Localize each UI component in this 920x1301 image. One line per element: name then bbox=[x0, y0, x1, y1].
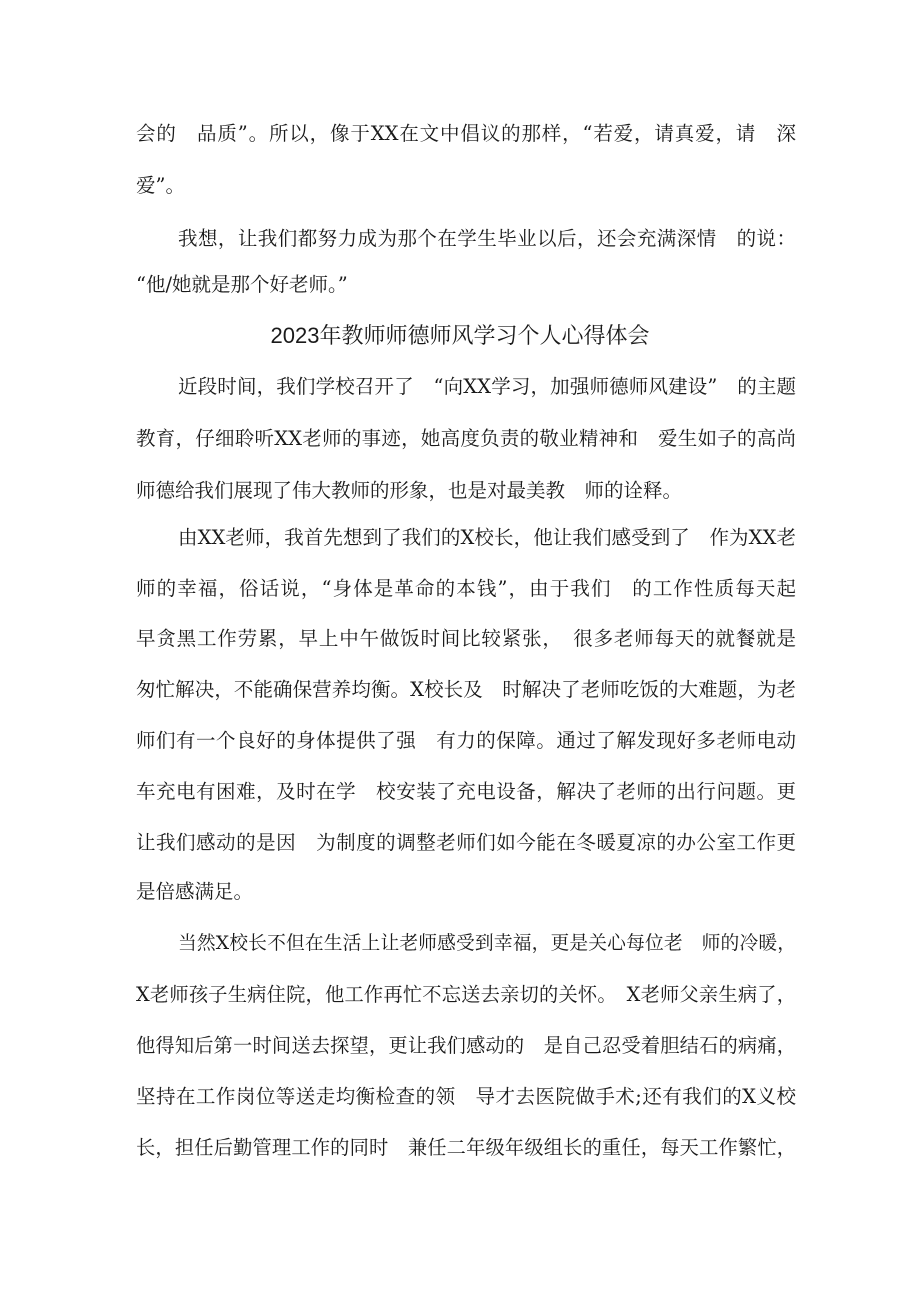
body-2-line-2: 师的幸福，俗话说，“身体是革命的本钱”，由于我们 的工作性质每天起 bbox=[136, 577, 796, 600]
paragraph-2-line-2: “他/她就是那个好老师。” bbox=[136, 273, 348, 296]
body-3-line-2: X老师孩子生病住院，他工作再忙不忘送去亲切的关怀。 X老师父亲生病了， bbox=[136, 983, 796, 1006]
body-2-line-3: 早贪黑工作劳累，早上中午做饭时间比较紧张， 很多老师每天的就餐就是 bbox=[136, 627, 796, 650]
paragraph-1-line-2: 爱”。 bbox=[136, 174, 185, 197]
paragraph-2-line-1: 我想，让我们都努力成为那个在学生毕业以后，还会充满深情 的说： bbox=[178, 227, 796, 250]
body-1-line-3: 师德给我们展现了伟大教师的形象，也是对最美教 师的诠释。 bbox=[136, 479, 683, 502]
paragraph-1-line-1: 会的 品质”。所以，像于XX在文中倡议的那样，“若爱，请真爱，请 深 bbox=[136, 122, 796, 145]
body-2-line-6: 车充电有困难，及时在学 校安装了充电设备，解决了老师的出行问题。更 bbox=[136, 780, 796, 803]
document-title: 2023年教师师德师风学习个人心得体会 bbox=[270, 323, 650, 348]
body-3-line-1: 当然X校长不但在生活上让老师感受到幸福，更是关心每位老 师的冷暖， bbox=[178, 933, 796, 954]
body-2-line-7: 让我们感动的是因 为制度的调整老师们如今能在冬暖夏凉的办公室工作更 bbox=[136, 831, 796, 854]
body-2-line-5: 师们有一个良好的身体提供了强 有力的保障。通过了解发现好多老师电动 bbox=[136, 729, 796, 752]
body-2-line-1: 由XX老师，我首先想到了我们的X校长，他让我们感受到了 作为XX老 bbox=[178, 526, 796, 549]
body-2-line-4: 匆忙解决，不能确保营养均衡。X校长及 时解决了老师吃饭的大难题，为老 bbox=[136, 678, 796, 701]
body-2-line-8: 是倍感满足。 bbox=[136, 880, 254, 903]
body-1-line-2: 教育，仔细聆听XX老师的事迹，她高度负责的敬业精神和 爱生如子的高尚 bbox=[136, 427, 796, 450]
body-3-line-5: 长，担任后勤管理工作的同时 兼任二年级年级组长的重任，每天工作繁忙， bbox=[136, 1136, 796, 1159]
body-3-line-4: 坚持在工作岗位等送走均衡检查的领 导才去医院做手术;还有我们的X义校 bbox=[136, 1085, 796, 1108]
body-3-line-3: 他得知后第一时间送去探望，更让我们感动的 是自己忍受着胆结石的病痛， bbox=[136, 1034, 796, 1057]
body-1-line-1: 近段时间，我们学校召开了 “向XX学习，加强师德师风建设” 的主题 bbox=[178, 375, 796, 398]
